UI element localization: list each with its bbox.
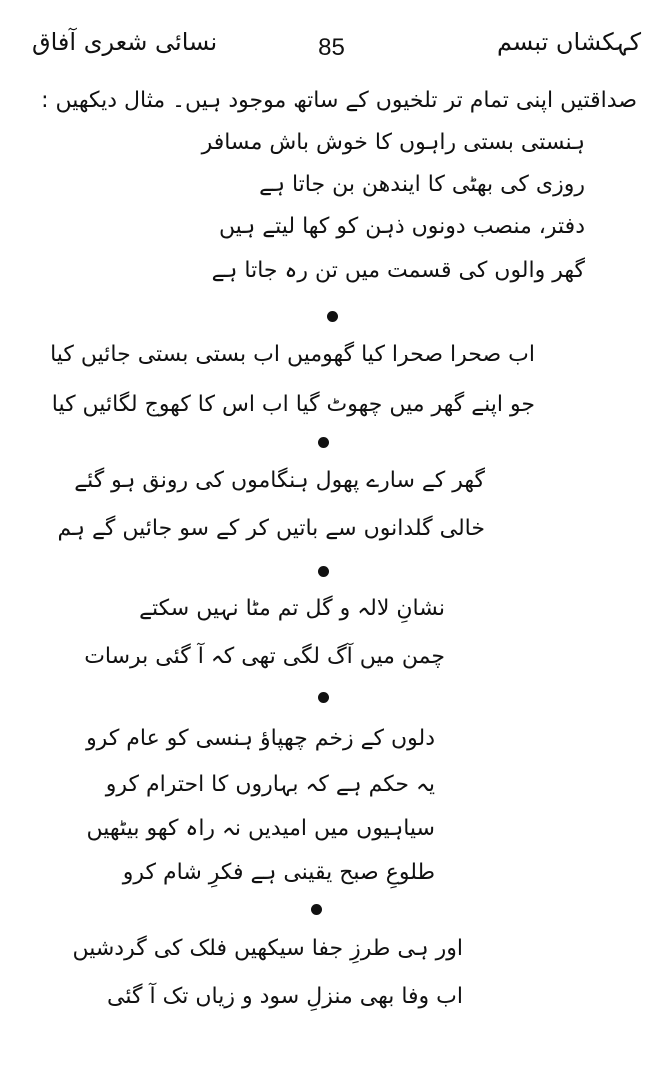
verse-line: اب صحرا صحرا کیا گھومیں اب بستی بستی جائیں کیا [50,342,535,367]
author-header: کہکشاں تبسم [496,28,641,56]
book-title-header: نسائی شعری آفاق [32,28,218,56]
stanza-separator-bullet [311,904,322,915]
page-number: 85 [318,34,345,61]
verse-line: نشانِ لالہ و گل تم مٹا نہیں سکتے [139,596,445,621]
verse-line: گھر والوں کی قسمت میں تن رہ جاتا ہے [211,258,585,283]
verse-line: طلوعِ صبح یقینی ہے فکرِ شام کرو [122,860,435,885]
stanza-separator-bullet [318,692,329,703]
verse-line: اور ہی طرزِ جفا سیکھیں فلک کی گردشیں [72,936,463,961]
verse-line: چمن میں آگ لگی تھی کہ آ گئی برسات [84,644,445,669]
stanza-separator-bullet [327,311,338,322]
verse-line: سیاہیوں میں امیدیں نہ راہ کھو بیٹھیں [86,816,435,841]
verse-line: یہ حکم ہے کہ بہاروں کا احترام کرو [105,772,435,797]
verse-line: روزی کی بھٹی کا ایندھن بن جاتا ہے [259,172,585,197]
verse-line: دلوں کے زخم چھپاؤ ہنسی کو عام کرو [86,726,435,751]
stanza-separator-bullet [318,566,329,577]
verse-line: ہنستی بستی راہوں کا خوش باش مسافر [201,130,585,155]
verse-line: جو اپنے گھر میں چھوٹ گیا اب اس کا کھوج لگائیں کیا [51,392,535,417]
stanza-separator-bullet [318,437,329,448]
intro-paragraph: صداقتیں اپنی تمام تر تلخیوں کے ساتھ موجود ہیں۔ مثال دیکھیں : [41,88,637,113]
verse-line: اب وفا بھی منزلِ سود و زیاں تک آ گئی [107,984,463,1009]
verse-line: خالی گلدانوں سے باتیں کر کے سو جائیں گے ہم [57,516,485,541]
verse-line: گھر کے سارے پھول ہنگاموں کی رونق ہو گئے [74,468,485,493]
verse-line: دفتر، منصب دونوں ذہن کو کھا لیتے ہیں [218,214,585,239]
